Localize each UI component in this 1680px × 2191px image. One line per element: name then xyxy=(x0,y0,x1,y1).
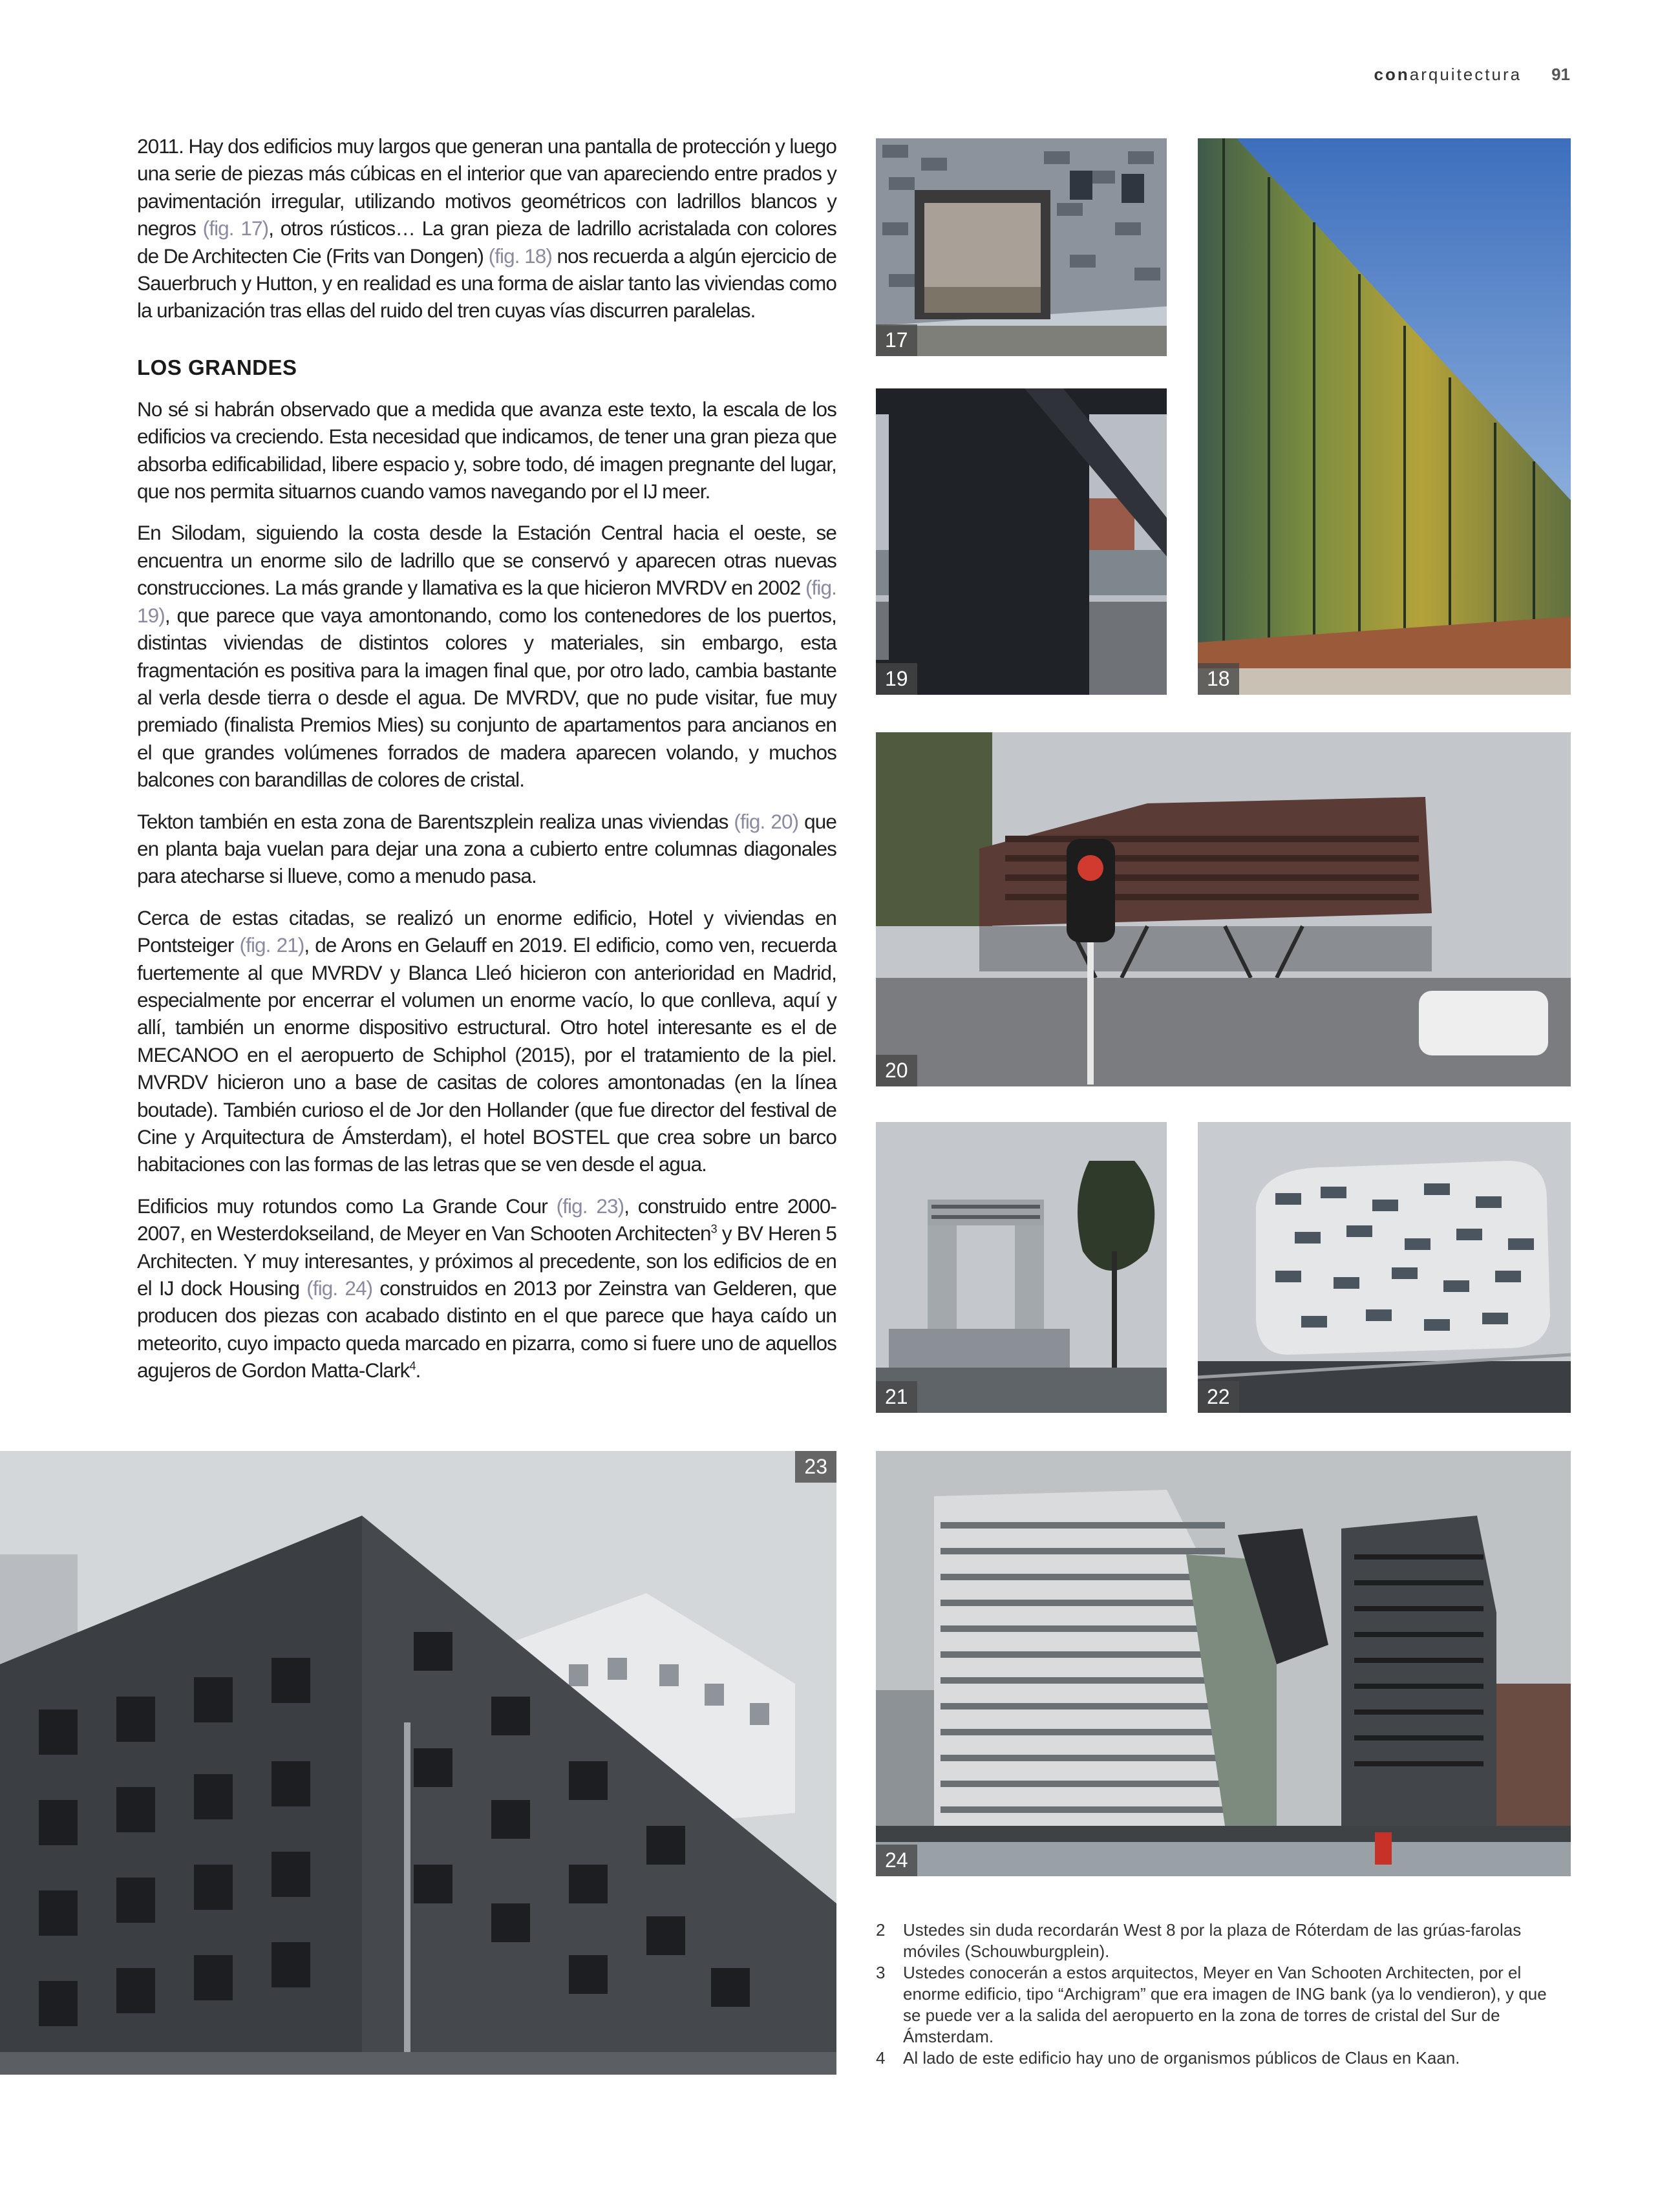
fig-label-20: 20 xyxy=(876,1055,917,1086)
photo-fig-18 xyxy=(1198,138,1571,695)
photo-fig-23 xyxy=(0,1451,836,2075)
brand-rest: arquitectura xyxy=(1409,65,1522,84)
p1-text-c: nos recuerda a algún ejercicio de Sauerbruch y Hutton, y en realidad es una forma de aislar tanto las viviendas como la urbanización tras ellas del ruido del tren cuyas vías discurren paralelas. xyxy=(137,244,836,323)
fig-ref-24: (fig. 24) xyxy=(306,1276,373,1300)
p3-text-b: , que parece que vaya amontonando, como los contenedores de los puertos, distintas viviendas de distintos colores y materiales, sin embargo, esta fragmentación es positiva para la imagen final que, por otro lado, cambia bastante al verla desde tierra o desde el agua. De MVRDV, que no pude visitar, fue muy premiado (finalista Premios Mies) su conjunto de apartamentos para ancianos en el que grandes volúmenes forrados de madera aparecen volando, y muchos balcones con barandillas de colores de cristal. xyxy=(137,603,836,792)
photo-fig-22-image xyxy=(1198,1122,1571,1413)
fig-ref-19: (fig. 19) xyxy=(137,576,836,627)
p6-text-e: . xyxy=(415,1359,421,1382)
footnote-text: Al lado de este edificio hay uno de organismos públicos de Claus en Kaan. xyxy=(903,2048,1460,2068)
paragraph-5 xyxy=(137,904,836,1178)
page-header xyxy=(1374,65,1570,85)
photo-fig-24 xyxy=(876,1451,1571,1876)
fig-ref-20: (fig. 20) xyxy=(734,809,799,833)
photo-fig-18-image xyxy=(1198,138,1571,695)
p4-text-b: que en planta baja vuelan para dejar una zona a cubierto entre columnas diagonales para atecharse si llueve, como a menudo pasa. xyxy=(137,809,836,888)
p6-text-c: y BV Heren 5 Architecten. Y muy interesantes, y próximos al precedente, son los edificios de en el IJ dock Housing xyxy=(137,1222,836,1300)
fig-label-18: 18 xyxy=(1198,663,1239,695)
p5-text-a: Cerca de estas citadas, se realizó un enorme edificio, Hotel y viviendas en Pontsteiger xyxy=(137,905,836,957)
paragraph-4 xyxy=(137,808,836,890)
page-number: 91 xyxy=(1551,65,1570,84)
photo-fig-20 xyxy=(876,732,1571,1086)
p4-text-a: Tekton también en esta zona de Barentszplein realiza unas viviendas xyxy=(137,809,728,833)
footnote-text: Ustedes sin duda recordarán West 8 por la plaza de Róterdam de las grúas-farolas móviles (Schouwburgplein). xyxy=(903,1920,1522,1961)
photo-fig-19-image xyxy=(876,388,1167,695)
photo-fig-21 xyxy=(876,1122,1167,1413)
p6-text-b: , construido entre 2000-2007, en Westerdokseiland, de Meyer en Van Schooten Architecten xyxy=(137,1194,836,1245)
fig-ref-17: (fig. 17) xyxy=(202,217,269,240)
paragraph-3 xyxy=(137,519,836,793)
p6-text-d: construidos en 2013 por Zeinstra van Gelderen, que producen dos piezas con acabado distinto en el que parece que haya caído un meteorito, cuyo impacto queda marcado en pizarra, como si fuere uno de aquellos agujeros de Gordon Matta-Clark xyxy=(137,1276,836,1382)
footnote-text: Ustedes conocerán a estos arquitectos, Meyer en Van Schooten Architecten, por el enorme edificio, tipo “Archigram” que era imagen de ING bank (ya lo vendieron), y que se puede ver a la salida del aeropuerto en la zona de torres de cristal del Sur de Ámsterdam. xyxy=(903,1963,1547,2046)
photo-fig-24-image xyxy=(876,1451,1571,1876)
fig-label-22: 22 xyxy=(1198,1381,1239,1413)
footnote-number: 2 xyxy=(876,1920,886,1940)
article-body xyxy=(137,132,836,1399)
photo-fig-22 xyxy=(1198,1122,1571,1413)
footnote-number: 4 xyxy=(876,2048,886,2068)
footnote-ref-3: 3 xyxy=(710,1222,717,1236)
fig-label-23: 23 xyxy=(795,1451,836,1483)
fig-label-24: 24 xyxy=(876,1845,917,1876)
photo-fig-19 xyxy=(876,388,1167,695)
magazine-brand xyxy=(1374,65,1522,85)
photo-fig-17-image xyxy=(876,138,1167,356)
footnote-number: 3 xyxy=(876,1963,886,1982)
p1-text: 2011. Hay dos edificios muy largos que generan una pantalla de protección y luego una serie de piezas más cúbicas en el interior que van apareciendo entre prados y pavimentación irregular, utilizando motivos geométricos con ladrillos blancos y negros xyxy=(137,134,836,240)
p6-text-a: Edificios muy rotundos como La Grande Cour xyxy=(137,1194,548,1218)
fig-label-19: 19 xyxy=(876,663,917,695)
footnote-ref-4: 4 xyxy=(409,1359,416,1373)
fig-label-17: 17 xyxy=(876,324,917,356)
fig-label-21: 21 xyxy=(876,1381,917,1413)
p5-text-b: , de Arons en Gelauff en 2019. El edificio, como ven, recuerda fuertemente al que MVRDV y Blanca Lleó hicieron con anterioridad en Madrid, especialmente por encerrar el volumen un enorme vacío, lo que conlleva, aquí y allí, también un enorme dispositivo estructural. Otro hotel interesante es el de MECANOO en el aeropuerto de Schiphol (2015), por el tratamiento de la piel. MVRDV hicieron uno a base de casitas de colores amontonadas (en la línea boutade). También curioso el de Jor den Hollander (que fue director del festival de Cine y Arquitectura de Ámsterdam), el hotel BOSTEL que crea sobre un barco habitaciones con las formas de las letras que se ven desde el agua. xyxy=(137,933,836,1176)
section-heading: LOS GRANDES xyxy=(137,355,297,379)
p1-text-b: , otros rústicos… La gran pieza de ladrillo acristalada con colores de De Architecten Cie (Frits van Dongen) xyxy=(137,217,836,268)
fig-ref-18: (fig. 18) xyxy=(488,244,552,268)
p3-text-a: En Silodam, siguiendo la costa desde la Estación Central hacia el oeste, se encuentra un enorme silo de ladrillo que se conservó y aparecen otras nuevas construcciones. La más grande y llamativa es la que hicieron MVRDV en 2002 xyxy=(137,521,836,600)
fig-ref-23: (fig. 23) xyxy=(556,1194,624,1218)
photo-fig-23-image xyxy=(0,1451,836,2075)
photo-fig-20-image xyxy=(876,732,1571,1086)
footnotes xyxy=(876,1920,1568,2069)
brand-bold: con xyxy=(1374,65,1410,84)
footnote-3 xyxy=(876,1962,1568,2048)
photo-fig-21-image xyxy=(876,1122,1167,1413)
fig-ref-21: (fig. 21) xyxy=(239,933,304,957)
paragraph-2: No sé si habrán observado que a medida que avanza este texto, la escala de los edificios va creciendo. Esta necesidad que indicamos, de tener una gran pieza que absorba edificabilidad, libere espacio y, sobre todo, dé imagen pregnante del lugar, que nos permita situarnos cuando vamos navegando por el IJ meer. xyxy=(137,397,836,503)
paragraph-1 xyxy=(137,132,836,324)
footnote-2 xyxy=(876,1920,1568,1962)
footnote-4 xyxy=(876,2048,1568,2069)
photo-fig-17 xyxy=(876,138,1167,356)
paragraph-6 xyxy=(137,1192,836,1384)
